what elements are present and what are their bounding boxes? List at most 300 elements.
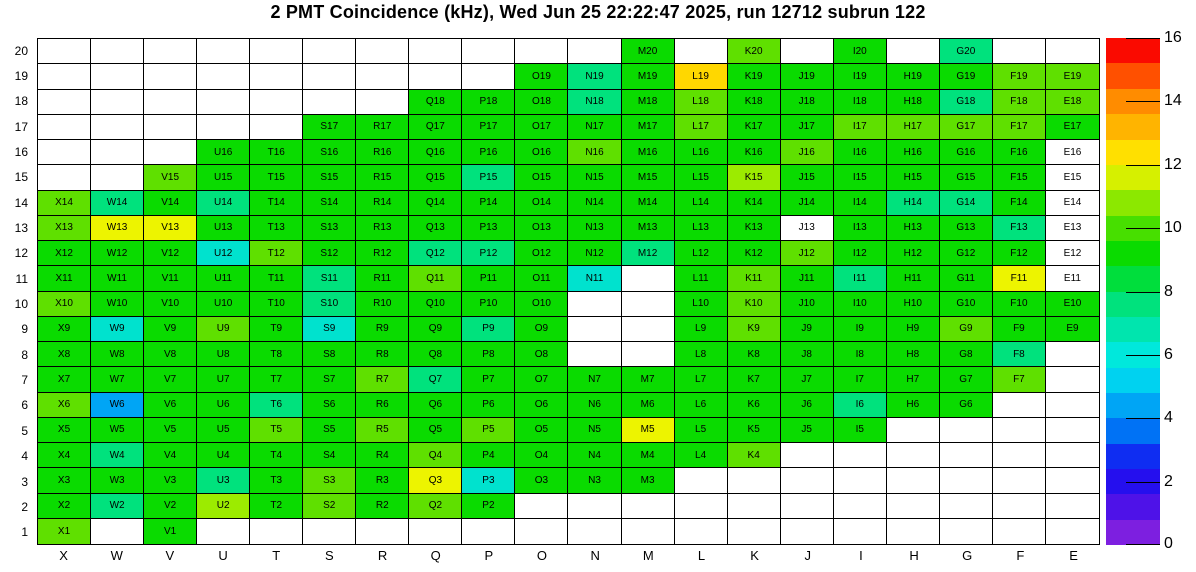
- heatmap-cell: X8: [38, 342, 91, 367]
- heatmap-cell: [462, 64, 515, 89]
- heatmap-cell: L5: [675, 418, 728, 443]
- heatmap-cell: Q17: [409, 115, 462, 140]
- heatmap-cell: M5: [622, 418, 675, 443]
- heatmap-cell: M13: [622, 216, 675, 241]
- heatmap-cell: [91, 39, 144, 64]
- heatmap-cell: J19: [781, 64, 834, 89]
- heatmap-cell: N3: [568, 468, 621, 493]
- heatmap-cell: E15: [1046, 165, 1099, 190]
- heatmap-cell: S2: [303, 494, 356, 519]
- heatmap-cell: U12: [197, 241, 250, 266]
- heatmap-cell: K6: [728, 393, 781, 418]
- heatmap-cell: R10: [356, 292, 409, 317]
- color-scale-tick-label: 14: [1164, 92, 1182, 110]
- color-scale-tick-label: 6: [1164, 345, 1173, 363]
- heatmap-cell: [675, 519, 728, 544]
- heatmap-cell: I16: [834, 140, 887, 165]
- x-axis-label: O: [536, 548, 548, 563]
- heatmap-cell: N6: [568, 393, 621, 418]
- color-scale-band: [1106, 114, 1160, 139]
- heatmap-cell: T3: [250, 468, 303, 493]
- heatmap-cell: H16: [887, 140, 940, 165]
- heatmap-cell: R17: [356, 115, 409, 140]
- x-axis-label: Q: [430, 548, 441, 563]
- heatmap-cell: L17: [675, 115, 728, 140]
- heatmap-cell: M4: [622, 443, 675, 468]
- heatmap-cell: G11: [940, 266, 993, 291]
- heatmap-cell: [38, 64, 91, 89]
- heatmap-cell: P9: [462, 317, 515, 342]
- heatmap-cell: [887, 443, 940, 468]
- heatmap-cell: V7: [144, 367, 197, 392]
- heatmap-cell: E13: [1046, 216, 1099, 241]
- heatmap-cell: S3: [303, 468, 356, 493]
- heatmap-cell: G13: [940, 216, 993, 241]
- heatmap-cell: J10: [781, 292, 834, 317]
- heatmap-cell: O7: [515, 367, 568, 392]
- heatmap-cell: G16: [940, 140, 993, 165]
- x-axis-label: I: [859, 548, 863, 563]
- heatmap-cell: L15: [675, 165, 728, 190]
- heatmap-cell: M14: [622, 191, 675, 216]
- heatmap-cell: U3: [197, 468, 250, 493]
- heatmap-cell: [675, 39, 728, 64]
- y-axis-label: 17: [14, 119, 28, 134]
- heatmap-cell: P16: [462, 140, 515, 165]
- heatmap-cell: J16: [781, 140, 834, 165]
- heatmap-cell: M7: [622, 367, 675, 392]
- heatmap-cell: L4: [675, 443, 728, 468]
- heatmap-cell: E10: [1046, 292, 1099, 317]
- heatmap-cell: [834, 519, 887, 544]
- heatmap-cell: S17: [303, 115, 356, 140]
- heatmap-cell: X10: [38, 292, 91, 317]
- heatmap-cell: I19: [834, 64, 887, 89]
- heatmap-cell: V13: [144, 216, 197, 241]
- heatmap-cell: [781, 468, 834, 493]
- heatmap-cell: J5: [781, 418, 834, 443]
- heatmap-cell: Q15: [409, 165, 462, 190]
- heatmap-cell: [940, 494, 993, 519]
- heatmap-cell: P2: [462, 494, 515, 519]
- heatmap-cell: I9: [834, 317, 887, 342]
- heatmap-cell: R3: [356, 468, 409, 493]
- heatmap-cell: L12: [675, 241, 728, 266]
- heatmap-cell: P6: [462, 393, 515, 418]
- heatmap-cell: V4: [144, 443, 197, 468]
- heatmap-cell: Q3: [409, 468, 462, 493]
- y-axis-label: 18: [14, 94, 28, 109]
- heatmap-cell: G6: [940, 393, 993, 418]
- heatmap-cell: X6: [38, 393, 91, 418]
- heatmap-cell: [91, 115, 144, 140]
- heatmap-cell: M18: [622, 90, 675, 115]
- heatmap-cell: [887, 519, 940, 544]
- heatmap-cell: X12: [38, 241, 91, 266]
- heatmap-cell: K17: [728, 115, 781, 140]
- heatmap-cell: [568, 342, 621, 367]
- heatmap-cell: [834, 494, 887, 519]
- heatmap-cell: H10: [887, 292, 940, 317]
- heatmap-cell: G9: [940, 317, 993, 342]
- heatmap-cell: W10: [91, 292, 144, 317]
- heatmap-cell: S6: [303, 393, 356, 418]
- heatmap-cell: M16: [622, 140, 675, 165]
- heatmap-cell: F15: [993, 165, 1046, 190]
- heatmap-cell: [91, 90, 144, 115]
- heatmap-cell: [622, 494, 675, 519]
- heatmap-cell: T15: [250, 165, 303, 190]
- heatmap-cell: [250, 90, 303, 115]
- heatmap-cell: U16: [197, 140, 250, 165]
- heatmap-cell: W5: [91, 418, 144, 443]
- heatmap-cell: P7: [462, 367, 515, 392]
- heatmap-cell: S11: [303, 266, 356, 291]
- heatmap-cell: L8: [675, 342, 728, 367]
- heatmap-cell: S10: [303, 292, 356, 317]
- chart-title: 2 PMT Coincidence (kHz), Wed Jun 25 22:22:47 2025, run 12712 subrun 122: [270, 2, 926, 22]
- heatmap-cell: W14: [91, 191, 144, 216]
- heatmap-cell: R14: [356, 191, 409, 216]
- heatmap-cell: I17: [834, 115, 887, 140]
- heatmap-cell: H11: [887, 266, 940, 291]
- heatmap-cell: W7: [91, 367, 144, 392]
- heatmap-cell: I18: [834, 90, 887, 115]
- heatmap-cell: T5: [250, 418, 303, 443]
- color-scale-tick: [1126, 355, 1160, 356]
- heatmap-cell: P8: [462, 342, 515, 367]
- heatmap-cell: M19: [622, 64, 675, 89]
- heatmap-cell: [144, 90, 197, 115]
- heatmap-cell: E18: [1046, 90, 1099, 115]
- heatmap-cell: [834, 468, 887, 493]
- heatmap-cell: V14: [144, 191, 197, 216]
- heatmap-cell: I8: [834, 342, 887, 367]
- heatmap-cell: [993, 39, 1046, 64]
- heatmap-cell: O10: [515, 292, 568, 317]
- color-scale-tick: [1126, 165, 1160, 166]
- heatmap-cell: U6: [197, 393, 250, 418]
- heatmap-cell: K15: [728, 165, 781, 190]
- heatmap-cell: [144, 140, 197, 165]
- x-axis-label: E: [1069, 548, 1078, 563]
- heatmap-cell: O9: [515, 317, 568, 342]
- heatmap-cell: X14: [38, 191, 91, 216]
- heatmap-cell: S13: [303, 216, 356, 241]
- heatmap-cell: P4: [462, 443, 515, 468]
- color-scale-tick-label: 0: [1164, 535, 1173, 552]
- heatmap-cell: Q14: [409, 191, 462, 216]
- heatmap-cell: [1046, 443, 1099, 468]
- heatmap-cell: P14: [462, 191, 515, 216]
- x-axis-label: L: [697, 548, 706, 563]
- heatmap-cell: [91, 165, 144, 190]
- heatmap-cell: K19: [728, 64, 781, 89]
- heatmap-cell: I14: [834, 191, 887, 216]
- heatmap-grid: [37, 38, 1100, 545]
- heatmap-cell: L13: [675, 216, 728, 241]
- heatmap-cell: N4: [568, 443, 621, 468]
- heatmap-cell: H8: [887, 342, 940, 367]
- heatmap-cell: G20: [940, 39, 993, 64]
- heatmap-cell: Q10: [409, 292, 462, 317]
- heatmap-cell: [993, 418, 1046, 443]
- heatmap-cell: L14: [675, 191, 728, 216]
- heatmap-cell: G12: [940, 241, 993, 266]
- heatmap-cell: M15: [622, 165, 675, 190]
- heatmap-cell: I10: [834, 292, 887, 317]
- heatmap-cell: W3: [91, 468, 144, 493]
- heatmap-cell: N14: [568, 191, 621, 216]
- color-scale-band: [1106, 393, 1160, 418]
- heatmap-cell: F14: [993, 191, 1046, 216]
- x-axis-label: X: [59, 548, 68, 563]
- heatmap-cell: X7: [38, 367, 91, 392]
- heatmap-cell: U13: [197, 216, 250, 241]
- heatmap-cell: [1046, 393, 1099, 418]
- heatmap-cell: [250, 64, 303, 89]
- heatmap-cell: L6: [675, 393, 728, 418]
- color-scale-tick: [1126, 292, 1160, 293]
- heatmap-cell: [303, 64, 356, 89]
- y-axis-label: 11: [15, 271, 28, 286]
- heatmap-cell: N11: [568, 266, 621, 291]
- heatmap-cell: [409, 519, 462, 544]
- heatmap-cell: U2: [197, 494, 250, 519]
- heatmap-cell: N19: [568, 64, 621, 89]
- color-scale-band: [1106, 292, 1160, 317]
- x-axis-label: N: [590, 548, 600, 563]
- heatmap-cell: K13: [728, 216, 781, 241]
- heatmap-cell: [303, 39, 356, 64]
- heatmap-cell: [515, 519, 568, 544]
- heatmap-cell: M3: [622, 468, 675, 493]
- heatmap-cell: O11: [515, 266, 568, 291]
- heatmap-cell: F17: [993, 115, 1046, 140]
- heatmap-cell: E16: [1046, 140, 1099, 165]
- heatmap-cell: Q12: [409, 241, 462, 266]
- heatmap-cell: P12: [462, 241, 515, 266]
- heatmap-cell: T12: [250, 241, 303, 266]
- heatmap-cell: [38, 140, 91, 165]
- heatmap-cell: I5: [834, 418, 887, 443]
- heatmap-cell: W6: [91, 393, 144, 418]
- heatmap-cell: [940, 519, 993, 544]
- heatmap-cell: Q18: [409, 90, 462, 115]
- heatmap-cell: [993, 519, 1046, 544]
- heatmap-cell: U9: [197, 317, 250, 342]
- x-axis-label: U: [218, 548, 228, 563]
- heatmap-cell: S8: [303, 342, 356, 367]
- x-axis-label: J: [804, 548, 812, 563]
- heatmap-cell: [781, 519, 834, 544]
- heatmap-cell: S14: [303, 191, 356, 216]
- heatmap-cell: W8: [91, 342, 144, 367]
- heatmap-cell: U7: [197, 367, 250, 392]
- heatmap-cell: F13: [993, 216, 1046, 241]
- heatmap-cell: F11: [993, 266, 1046, 291]
- heatmap-cell: Q2: [409, 494, 462, 519]
- y-axis-label: 14: [14, 195, 28, 210]
- heatmap-cell: O14: [515, 191, 568, 216]
- heatmap-cell: [356, 519, 409, 544]
- heatmap-cell: X4: [38, 443, 91, 468]
- heatmap-cell: T9: [250, 317, 303, 342]
- y-axis-label: 16: [14, 145, 28, 160]
- heatmap-cell: [568, 494, 621, 519]
- heatmap-cell: [781, 494, 834, 519]
- heatmap-cell: [993, 494, 1046, 519]
- heatmap-cell: J6: [781, 393, 834, 418]
- heatmap-cell: [144, 115, 197, 140]
- heatmap-cell: G10: [940, 292, 993, 317]
- heatmap-cell: Q16: [409, 140, 462, 165]
- heatmap-cell: W9: [91, 317, 144, 342]
- heatmap-cell: R2: [356, 494, 409, 519]
- heatmap-cell: V3: [144, 468, 197, 493]
- color-scale-band: [1106, 241, 1160, 266]
- heatmap-cell: I6: [834, 393, 887, 418]
- heatmap-cell: K20: [728, 39, 781, 64]
- color-scale-tick-label: 12: [1164, 155, 1182, 173]
- heatmap-cell: O15: [515, 165, 568, 190]
- color-scale-tick: [1126, 38, 1160, 39]
- heatmap-cell: J13: [781, 216, 834, 241]
- heatmap-cell: K9: [728, 317, 781, 342]
- heatmap-cell: H12: [887, 241, 940, 266]
- heatmap-cell: K8: [728, 342, 781, 367]
- heatmap-cell: F7: [993, 367, 1046, 392]
- heatmap-cell: [515, 39, 568, 64]
- heatmap-cell: [250, 39, 303, 64]
- heatmap-cell: H17: [887, 115, 940, 140]
- x-axis-labels: [37, 548, 1100, 566]
- x-axis-label: W: [110, 548, 123, 563]
- heatmap-cell: N17: [568, 115, 621, 140]
- heatmap-cell: T16: [250, 140, 303, 165]
- heatmap-cell: S12: [303, 241, 356, 266]
- heatmap-cell: Q7: [409, 367, 462, 392]
- heatmap-cell: Q13: [409, 216, 462, 241]
- heatmap-cell: O6: [515, 393, 568, 418]
- heatmap-cell: G19: [940, 64, 993, 89]
- heatmap-cell: U11: [197, 266, 250, 291]
- heatmap-cell: I20: [834, 39, 887, 64]
- heatmap-cell: [728, 494, 781, 519]
- heatmap-cell: I15: [834, 165, 887, 190]
- heatmap-cell: [568, 39, 621, 64]
- heatmap-cell: L10: [675, 292, 728, 317]
- heatmap-cell: R4: [356, 443, 409, 468]
- heatmap-cell: T13: [250, 216, 303, 241]
- heatmap-cell: V15: [144, 165, 197, 190]
- heatmap-cell: N12: [568, 241, 621, 266]
- heatmap-cell: E19: [1046, 64, 1099, 89]
- x-axis-label: M: [642, 548, 654, 563]
- color-scale-band: [1106, 266, 1160, 291]
- heatmap-cell: P15: [462, 165, 515, 190]
- heatmap-cell: L18: [675, 90, 728, 115]
- heatmap-cell: O5: [515, 418, 568, 443]
- heatmap-cell: [91, 140, 144, 165]
- heatmap-cell: [993, 468, 1046, 493]
- heatmap-cell: O17: [515, 115, 568, 140]
- heatmap-cell: P5: [462, 418, 515, 443]
- heatmap-cell: U15: [197, 165, 250, 190]
- heatmap-cell: V6: [144, 393, 197, 418]
- heatmap-cell: K16: [728, 140, 781, 165]
- heatmap-cell: [568, 317, 621, 342]
- heatmap-cell: L16: [675, 140, 728, 165]
- y-axis-label: 4: [21, 449, 28, 464]
- heatmap-cell: N5: [568, 418, 621, 443]
- heatmap-cell: O4: [515, 443, 568, 468]
- heatmap-cell: Q4: [409, 443, 462, 468]
- heatmap-cell: U5: [197, 418, 250, 443]
- x-axis-label: R: [377, 548, 388, 563]
- heatmap-cell: [197, 115, 250, 140]
- heatmap-cell: V10: [144, 292, 197, 317]
- heatmap-cell: [91, 519, 144, 544]
- heatmap-cell: [887, 39, 940, 64]
- color-scale-tick: [1126, 482, 1160, 483]
- heatmap-cell: Q6: [409, 393, 462, 418]
- heatmap-cell: J17: [781, 115, 834, 140]
- heatmap-cell: V8: [144, 342, 197, 367]
- heatmap-cell: T10: [250, 292, 303, 317]
- heatmap-cell: L11: [675, 266, 728, 291]
- heatmap-cell: [356, 39, 409, 64]
- y-axis-label: 15: [14, 170, 28, 185]
- heatmap-cell: [728, 468, 781, 493]
- heatmap-cell: T7: [250, 367, 303, 392]
- y-axis-label: 5: [21, 423, 28, 438]
- heatmap-cell: R12: [356, 241, 409, 266]
- heatmap-cell: N7: [568, 367, 621, 392]
- heatmap-cell: X2: [38, 494, 91, 519]
- x-axis-label: G: [962, 548, 973, 563]
- heatmap-cell: V9: [144, 317, 197, 342]
- heatmap-cell: K12: [728, 241, 781, 266]
- heatmap-cell: I11: [834, 266, 887, 291]
- heatmap-cell: [197, 519, 250, 544]
- heatmap-cell: [622, 519, 675, 544]
- heatmap-cell: [781, 443, 834, 468]
- heatmap-cell: [622, 292, 675, 317]
- heatmap-cell: [1046, 519, 1099, 544]
- heatmap-cell: F18: [993, 90, 1046, 115]
- y-axis-label: 3: [21, 474, 28, 489]
- heatmap-cell: [462, 39, 515, 64]
- heatmap-cell: [993, 393, 1046, 418]
- heatmap-cell: P3: [462, 468, 515, 493]
- heatmap-cell: T6: [250, 393, 303, 418]
- heatmap-cell: R7: [356, 367, 409, 392]
- heatmap-cell: [1046, 468, 1099, 493]
- heatmap-cell: [622, 342, 675, 367]
- heatmap-cell: [1046, 39, 1099, 64]
- heatmap-cell: S9: [303, 317, 356, 342]
- heatmap-cell: T14: [250, 191, 303, 216]
- color-scale-tick: [1126, 418, 1160, 419]
- heatmap-cell: U14: [197, 191, 250, 216]
- y-axis-label: 20: [14, 43, 28, 58]
- heatmap-cell: S4: [303, 443, 356, 468]
- heatmap-cell: W11: [91, 266, 144, 291]
- heatmap-cell: [303, 90, 356, 115]
- heatmap-cell: J9: [781, 317, 834, 342]
- heatmap-cell: [887, 468, 940, 493]
